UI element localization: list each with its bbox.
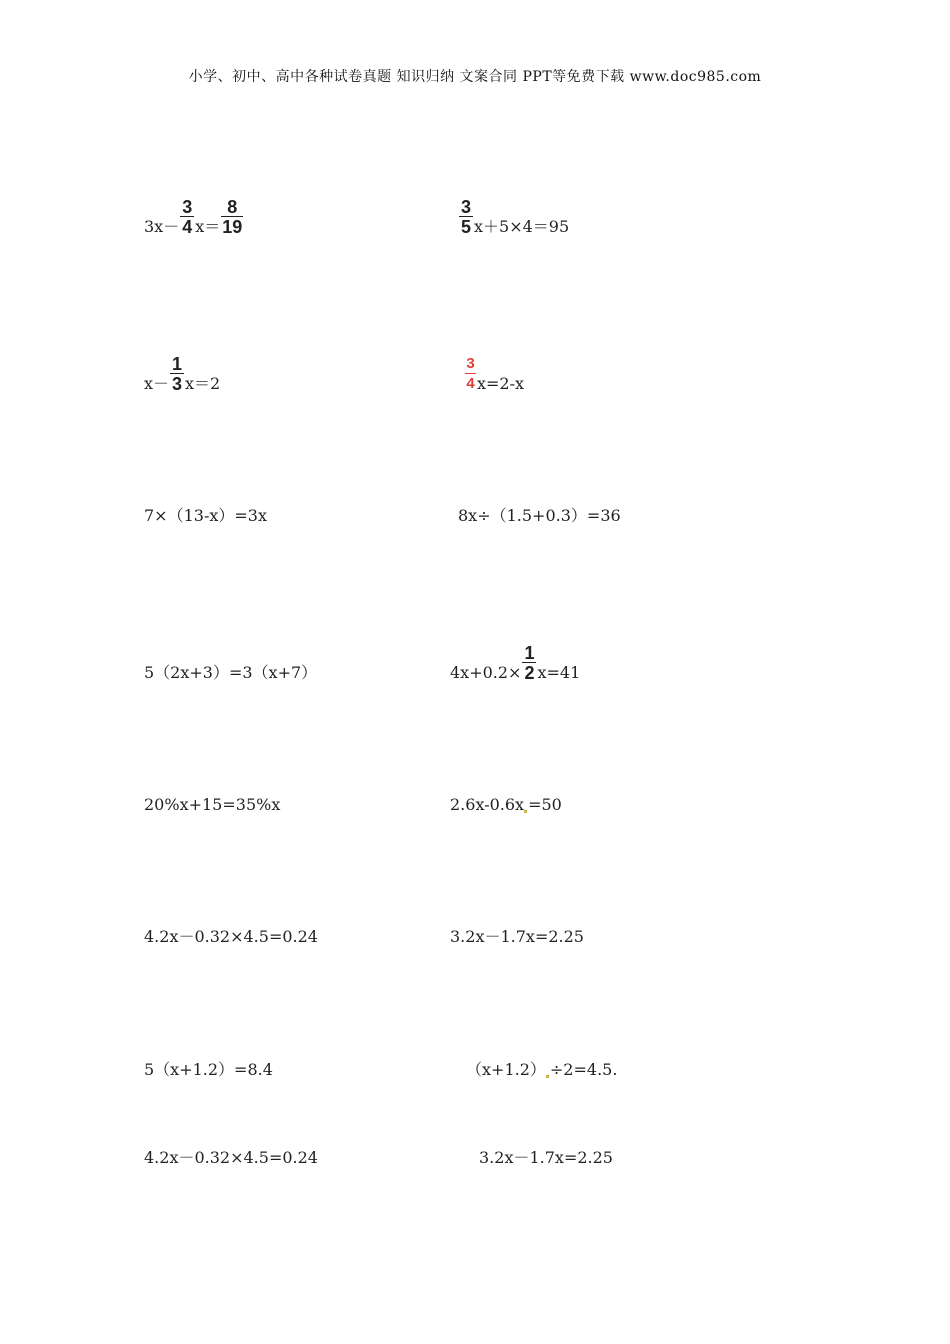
equation-14 xyxy=(466,1060,617,1080)
eq3-right: x＝2 xyxy=(185,374,221,393)
eq14-part-b: 1.2） xyxy=(504,1060,546,1079)
eq10-left: 2.6x-0.6x xyxy=(450,795,525,814)
equation-4 xyxy=(464,355,525,394)
equation-10 xyxy=(450,795,562,815)
equation-2 xyxy=(458,197,570,237)
eq3-left: x－ xyxy=(144,374,170,393)
stray-mark xyxy=(524,810,527,813)
page-header: 小学、初中、高中各种试卷真题 知识归纳 文案合同 PPT等免费下载 www.doc985.com xyxy=(188,69,762,85)
eq14-part-c: ÷2=4.5. xyxy=(549,1060,618,1079)
fraction-3-4: $\frac{3}{4}$ xyxy=(182,197,193,237)
eq10-right: =50 xyxy=(528,795,562,814)
eq8-right: x=41 xyxy=(537,663,581,682)
equation-7: 5（2x+3）=3（x+7） xyxy=(144,663,318,682)
equation-1 xyxy=(144,197,244,237)
eq1-left: 3x－ xyxy=(144,217,180,236)
fraction-1-2: $\frac{1}{2}$ xyxy=(524,643,535,683)
eq8-left: 4x+0.2× xyxy=(450,663,522,682)
equation-6: 8x÷（1.5+0.3）=36 xyxy=(458,506,621,525)
equation-3 xyxy=(144,354,221,394)
equation-15: 4.2x－0.32×4.5=0.24 xyxy=(144,1148,318,1167)
fraction-8-19: $\frac{8}{19}$ xyxy=(222,197,243,237)
fraction-3-5: $\frac{3}{5}$ xyxy=(460,197,471,237)
eq14-part-a: （x+ xyxy=(466,1060,505,1079)
equation-11: 4.2x－0.32×4.5=0.24 xyxy=(144,927,318,946)
fraction-3-4-red: $\frac{3}{4}$ xyxy=(466,355,475,392)
equation-12: 3.2x－1.7x=2.25 xyxy=(450,927,584,946)
eq1-mid: x＝ xyxy=(195,217,221,236)
fraction-1-3: $\frac{1}{3}$ xyxy=(172,354,183,394)
eq4-right: x=2-x xyxy=(477,374,525,393)
equation-16: 3.2x－1.7x=2.25 xyxy=(479,1148,613,1167)
equation-9: 20%x+15=35%x xyxy=(144,795,281,814)
stray-mark xyxy=(546,1075,549,1078)
equation-8 xyxy=(450,643,581,683)
equation-13: 5（x+1.2）=8.4 xyxy=(144,1060,273,1079)
equation-5: 7×（13-x）=3x xyxy=(144,506,267,525)
eq2-right: x＋5×4＝95 xyxy=(474,217,570,236)
